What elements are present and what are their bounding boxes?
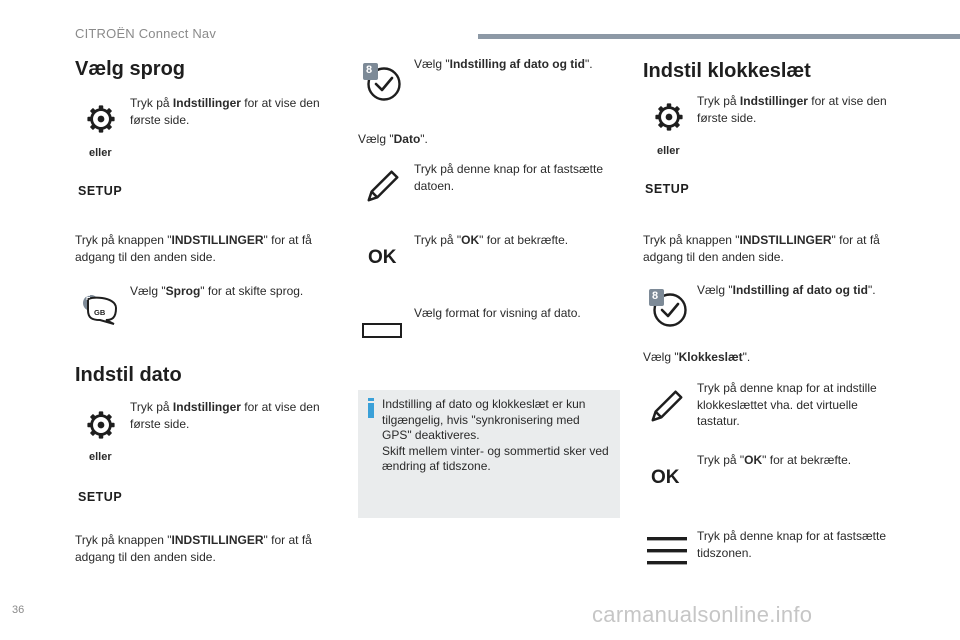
clock-icon-number: 8: [652, 290, 659, 302]
setup-label: SETUP: [78, 490, 123, 504]
setup-label: SETUP: [645, 182, 690, 196]
settings-gear-icon: [86, 104, 116, 134]
paragraph: Vælg format for visning af dato.: [414, 306, 581, 320]
info-icon: [366, 398, 376, 418]
page-number: 36: [12, 604, 25, 616]
eller-label: eller: [89, 451, 112, 463]
paragraph: Tryk på knappen "INDSTILLINGER" for at få adgang til den anden side.: [75, 233, 312, 264]
language-code-gb: GB: [94, 308, 106, 317]
paragraph: Tryk på Indstillinger for at vise den første side.: [130, 96, 320, 127]
paragraph: Tryk på denne knap for at indstille klokkeslættet vha. det virtuelle tastatur.: [697, 381, 877, 428]
clock-icon-number: 8: [366, 64, 373, 76]
settings-gear-icon: [86, 410, 116, 440]
header-title: CITROËN Connect Nav: [75, 26, 217, 41]
paragraph: Tryk på "OK" for at bekræfte.: [697, 453, 852, 467]
menu-list-icon: [647, 534, 687, 568]
paragraph: Vælg "Dato".: [358, 132, 428, 146]
paragraph: Tryk på knappen "INDSTILLINGER" for at få adgang til den anden side.: [643, 233, 880, 264]
heading-vaelg-sprog: Vælg sprog: [75, 58, 186, 80]
edit-pencil-icon: [364, 166, 402, 204]
ok-label: OK: [651, 467, 680, 488]
header-bar: [478, 34, 960, 39]
paragraph: Tryk på knappen "INDSTILLINGER" for at få adgang til den anden side.: [75, 533, 312, 564]
watermark: carmanualsonline.info: [592, 602, 813, 627]
paragraph: Vælg "Klokkeslæt".: [643, 350, 751, 364]
paragraph: Tryk på Indstillinger for at vise den første side.: [130, 400, 320, 431]
settings-gear-icon: [654, 102, 684, 132]
info-note-text: Indstilling af dato og klokkeslæt er kun tilgængelig, hvis "synkronisering med GPS" deaktiveres. Skift mellem vinter- og sommertid sker ved ændring af tidszone.: [382, 397, 609, 473]
eller-label: eller: [657, 145, 680, 157]
paragraph: Tryk på denne knap for at fastsætte tidszonen.: [697, 529, 886, 560]
heading-indstil-klokkeslaet: Indstil klokkeslæt: [643, 60, 811, 82]
paragraph: Vælg "Sprog" for at skifte sprog.: [130, 284, 304, 298]
language-code-f: F: [86, 295, 91, 302]
date-format-field-icon: [362, 323, 402, 338]
eller-label: eller: [89, 147, 112, 159]
paragraph: Tryk på denne knap for at fastsætte datoen.: [414, 162, 603, 193]
paragraph: Vælg "Indstilling af dato og tid".: [414, 57, 593, 71]
heading-indstil-dato: Indstil dato: [75, 364, 182, 386]
edit-pencil-icon: [648, 386, 686, 424]
paragraph: Tryk på "OK" for at bekræfte.: [414, 233, 569, 247]
ok-label: OK: [368, 247, 397, 268]
paragraph: Tryk på Indstillinger for at vise den første side.: [697, 94, 887, 125]
setup-label: SETUP: [78, 184, 123, 198]
paragraph: Vælg "Indstilling af dato og tid".: [697, 283, 876, 297]
